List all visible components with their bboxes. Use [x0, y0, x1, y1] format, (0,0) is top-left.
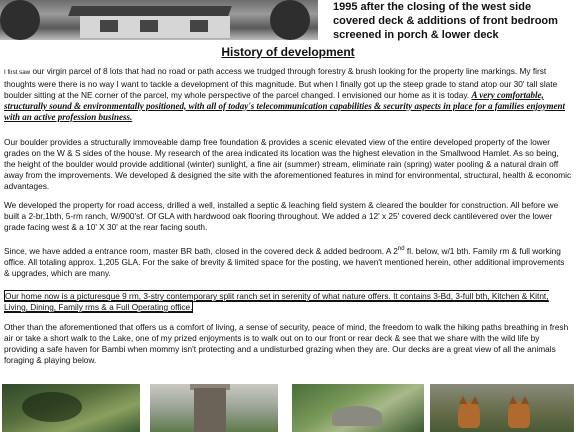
paragraph-5 — [4, 291, 572, 313]
paragraph-1-text: our virgin parcel of 8 lots that had no road or path access we trudged through forestry & brush looking for the property line markings. My first thoughts were there is no way I want to tackle a development of this magnitude. But when I finally got up the steep grade to stand atop our 30' tall slate boulder sitting at the NE corner of the parcel, my whole perspective of the parcel changed. I envisioned our home as it is today. — [4, 66, 558, 100]
photo-caption — [333, 0, 573, 42]
paragraph-3: We developed the property for road access, drilled a well, installed a septic & leaching field system & cleared the boulder for construction. All before we built a 2-br,1bth, 5-rm ranch, W/900'sf. Of GLA with hardwood oak flooring throughout. We added a 12' x 25' covered deck cantilevered over the lower grade facing west & a 10' X 30' at the rear facing south. — [4, 200, 559, 232]
page-title: History of development — [221, 45, 355, 59]
caption-line-3: screened in porch & lower deck — [333, 29, 499, 41]
paragraph-4 — [4, 244, 572, 278]
paragraph-6: Other than the aforementioned that offers us a comfort of living, a sense of security, peace of mind, the freedom to walk the hiking paths breathing in fresh air or take a short walk to the Lake, one of my prized enjoyments is to walk out on to our front or rear deck & see that we share with the wild life by providing a safe haven for Bambi when mommy isn't protecting and a undisturbed grazing when they are. Our decks are a great view of all the animals foraging & playing below. — [4, 322, 569, 365]
caption-line-2: covered deck & additions of front bedroom — [333, 15, 558, 27]
paragraph-1-lead: I first saw — [4, 69, 31, 76]
caption-line-1: 1995 after the closing of the west side — [333, 1, 532, 13]
paragraph-4-part-b: fl. below, w/1 bth. Family rm & full working office. All totaling approx. 1,205 GLA. For the sake of brevity & limited space for the posting, we haven't mentioned herein, other additional improvements & upgrades, which are many. — [4, 245, 565, 278]
paragraph-1-emphasis: A very comfortable, structurally sound & environmentally positioned, with all of today's telecommunication capabilities & security aspects in place for a families enjoyment with an active profession business. — [4, 89, 566, 122]
paragraph-2: Our boulder provides a structurally immoveable damp free foundation & provides a scenic elevated view of the entire developed property of the lower grades on the W & S sides of the house. My research of the area indicated its location was the highest elevation in the Smallwood Hamlet. As so being, the height of the boulder would provide additional (winter) sunlight, a fine air (summer) stream, eliminate rain (spring) water pooling & a natural drain off away from the improvements. We developed & designed the site with the aforementioned features in mind for environmental, structural, health & economic advantages. — [4, 137, 572, 191]
house-photo-1995 — [0, 0, 318, 40]
paragraph-1 — [4, 66, 572, 123]
paragraph-4-part-a: Since, we have added a entrance room, master BR bath, closed in the covered deck & added bedroom. A 2 — [4, 245, 398, 256]
fox-photo — [430, 384, 574, 432]
wildlife-photo-2 — [292, 384, 424, 432]
paragraph-5-text: Our home now is a picturesque 9 rm, 3-stry contemporary split ranch set in serenity of what nature offers. It contains 3-Bd, 3-full bth, Kitchen & Kitnt, Living, Dining, Family rms & a Full Operating office. — [4, 291, 549, 312]
stone-pillar-photo — [150, 384, 278, 432]
wildlife-photo-1 — [2, 384, 140, 432]
paragraph-4-superscript: nd — [397, 246, 405, 252]
